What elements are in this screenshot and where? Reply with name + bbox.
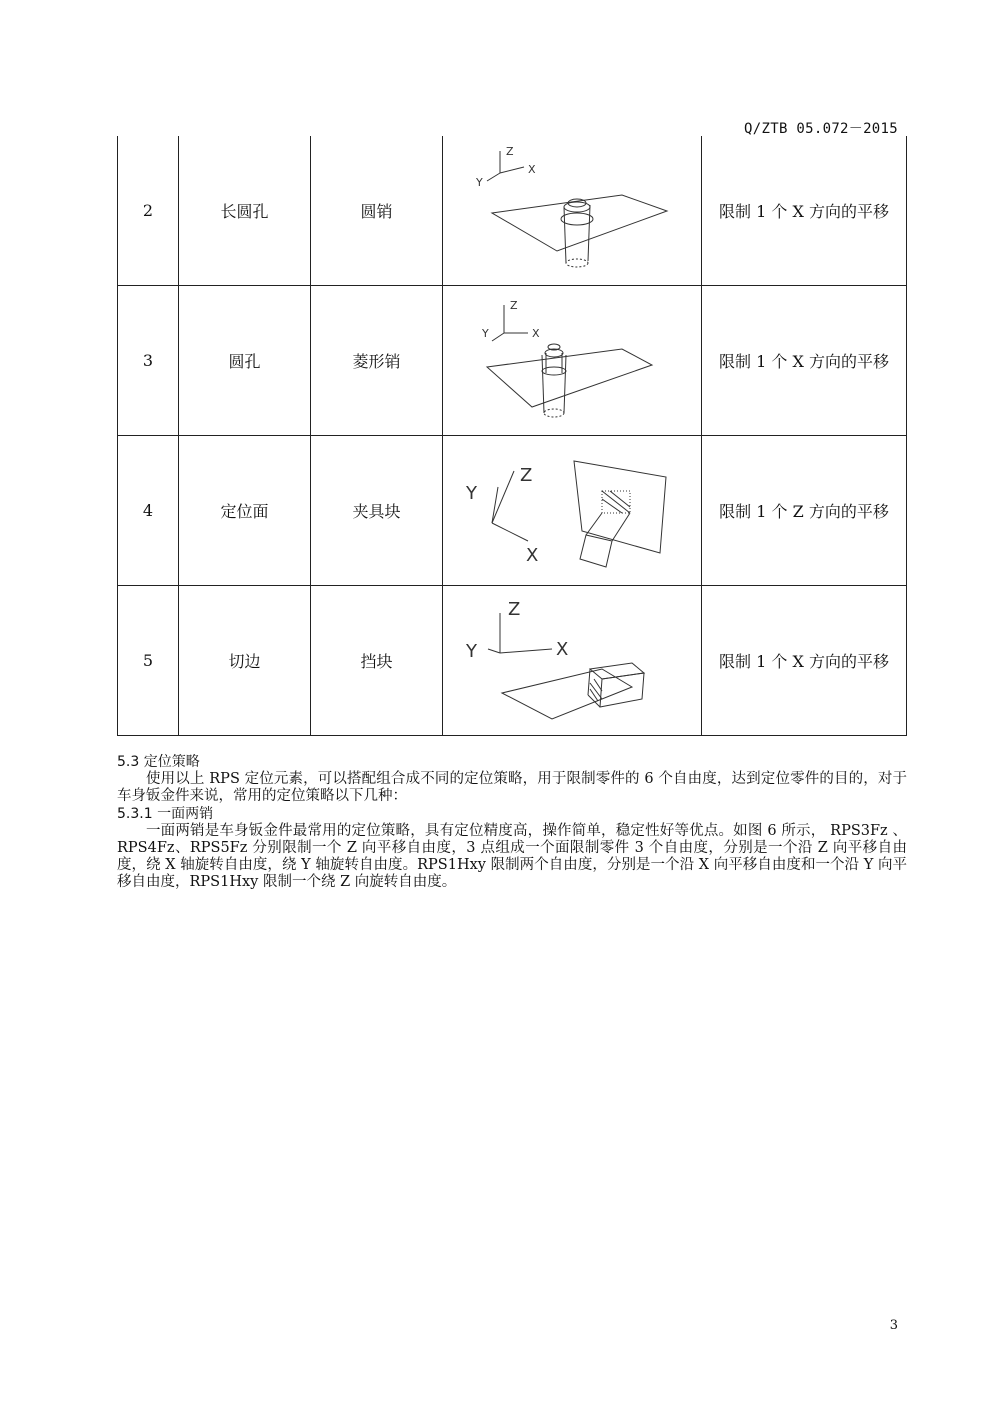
section-heading: 5.3 定位策略 — [117, 754, 200, 770]
table-row — [118, 436, 907, 586]
axis-x-label: X — [556, 638, 569, 660]
clamp-block-on-plane-diagram — [462, 441, 682, 581]
axis-y-label: Y — [466, 640, 477, 662]
axis-z-label: Z — [510, 298, 518, 312]
row-number: 2 — [118, 136, 179, 286]
locating-element: 圆销 — [311, 136, 443, 286]
axis-x-label: X — [526, 544, 539, 566]
stop-block-at-edge-diagram — [462, 591, 682, 731]
part-feature: 长圆孔 — [179, 136, 311, 286]
section-heading: 5.3.1 一面两销 — [117, 806, 214, 822]
table-row — [118, 586, 907, 736]
part-feature: 切边 — [179, 586, 311, 736]
locating-element: 夹具块 — [311, 436, 443, 586]
section-paragraph: 使用以上 RPS 定位元素，可以搭配组合成不同的定位策略，用于限制零件的 6 个自由度，达到定位零件的目的，对于车身钣金件来说，常用的定位策略以下几种： — [117, 771, 907, 804]
table-row — [118, 286, 907, 436]
figure-cell — [443, 286, 702, 436]
locating-element: 挡块 — [311, 586, 443, 736]
locating-element: 菱形销 — [311, 286, 443, 436]
figure-cell — [443, 136, 702, 286]
section-5-3-1 — [117, 806, 907, 891]
section-5-3 — [117, 754, 907, 805]
row-number: 3 — [118, 286, 179, 436]
round-pin-in-slot-diagram — [462, 141, 682, 281]
axis-y-label: Y — [482, 326, 489, 340]
diamond-pin-in-hole-diagram — [462, 291, 682, 431]
standard-code: Q/ZTB 05.072－2015 — [744, 121, 898, 137]
axis-y-label: Y — [466, 482, 477, 504]
row-number: 5 — [118, 586, 179, 736]
row-number: 4 — [118, 436, 179, 586]
restriction-description: 限制 1 个 X 方向的平移 — [702, 286, 907, 436]
axis-z-label: Z — [506, 144, 514, 158]
axis-z-label: Z — [508, 598, 521, 620]
page-number: 3 — [889, 1318, 898, 1333]
axis-z-label: Z — [520, 464, 533, 486]
restriction-description: 限制 1 个 Z 方向的平移 — [702, 436, 907, 586]
figure-cell — [443, 436, 702, 586]
restriction-description: 限制 1 个 X 方向的平移 — [702, 136, 907, 286]
axis-x-label: X — [528, 162, 536, 176]
rps-element-table — [117, 136, 907, 736]
figure-cell — [443, 586, 702, 736]
part-feature: 定位面 — [179, 436, 311, 586]
section-paragraph: 一面两销是车身钣金件最常用的定位策略，具有定位精度高，操作简单，稳定性好等优点。如图 6 所示， RPS3Fz 、RPS4Fz、RPS5Fz 分别限制一个 Z 向平移自由度，3 点组成一个面限制零件 3 个自由度，分别是一个沿 Z 向平移自由度，绕 X 轴旋转自由度，绕 Y 轴旋转自由度。RPS1Hxy 限制两个自由度，分别是一个沿 X 向平移自由度和一个沿 Y 向平移自由度，RPS1Hxy 限制一个绕 Z 向旋转自由度。 — [117, 823, 907, 890]
axis-x-label: X — [532, 326, 540, 340]
table-row — [118, 136, 907, 286]
restriction-description: 限制 1 个 X 方向的平移 — [702, 586, 907, 736]
axis-y-label: Y — [476, 175, 483, 189]
part-feature: 圆孔 — [179, 286, 311, 436]
